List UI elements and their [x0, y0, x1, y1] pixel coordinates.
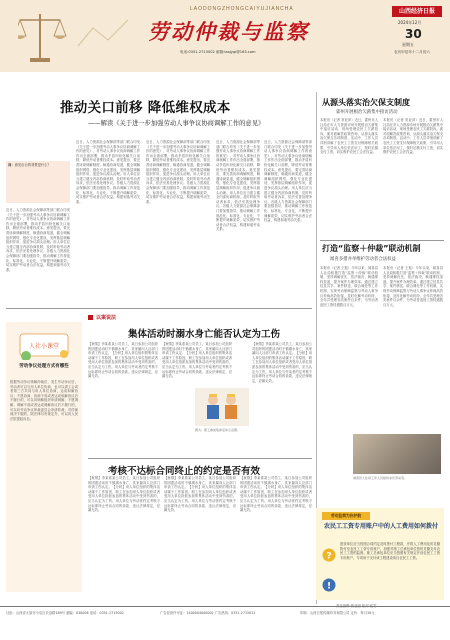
right-article-1-col-1: 本报讯（记者 常亚萍）近日，霍州市人社局在市人力资源市场开展根治欠薪集中接访活动，现场受理农民工欠薪投诉，面对面解答政策咨询，从源头落实治欠保支各项制度。活动中，工作人员详细讲解了农民工工资支付保障相关政策，引导用人单位依法用工，按时足额支付工资，切实维护农民工合法权益。 [320, 118, 378, 155]
masthead [0, 0, 450, 72]
svg-text:!: ! [326, 581, 332, 592]
answer-icon [322, 578, 336, 592]
illustration-caption: 图为：职工参加集体活动示意图。 [195, 428, 241, 432]
news-photo [353, 434, 441, 474]
right-article-2-col-1: 本报讯（记者 王振）今年以来，闻喜县人社局积极打造“监察＋仲裁”联动机制，坚持调解优先、依法裁决，畅通维权渠道，提升案件办理效率。通过建立信息共享、案件移送、联合调处等工作机制，实现劳动保障监察与劳动人事争议仲裁高效衔接，及时化解劳动纠纷，全年共受理各类案件百余件，为劳动者追回工资待遇数百万元。 [320, 266, 378, 307]
right-divider [320, 240, 444, 241]
right-article-1-subtitle: 霍州开展根治欠薪集中接访活动 [336, 110, 398, 115]
tips-heading: 劳动争议处理方式有哪些 [19, 364, 69, 369]
masthead-contact: 电话:0351-2715002 邮箱:laojygi@163.com [180, 50, 256, 54]
right-article-1-col-2: 本报讯（记者 常亚萍）近日，霍州市人社局在市人力资源市场开展根治欠薪集中接访活动，现场受理农民工欠薪投诉，面对面解答政策咨询，从源头落实治欠保支各项制度。活动中，工作人员详细讲解了农民工工资支付保障相关政策，引导用人单位依法用工，按时足额支付工资，切实维护农民工合法权益。 [383, 118, 443, 155]
case-2-title: 考核不达标合同终止的约定是否有效 [108, 466, 261, 477]
masthead-pinyin: LAODONGZHONGCAIYUJIANCHA [190, 6, 294, 12]
section-label: 以案说法 [96, 315, 117, 321]
case-1-col-1: 【案情】李某系某公司员工，某日参加公司组织的团建活动时不慎溺水身亡，其家属向人社部门申请工伤认定。【分析】用人单位组织的集体活动属于工作原因，职工在参加用人单位组织或者受用人单位指派参加的集体活动中受到伤害的，应当认定为工伤。用人单位与劳动者约定考核不达标即终止劳动合同的条款，违反法律规定，应属无效。 [88, 342, 158, 379]
bottom-divider [88, 458, 312, 459]
qa-info-title: 农民工工资专用账户中的人工费用如何拨付 [323, 523, 438, 530]
case-2-col-3: 【案情】李某系某公司员工，某日参加公司组织的团建活动时不慎溺水身亡，其家属向人社部门申请工伤认定。【分析】用人单位组织的集体活动属于工作原因，职工在参加用人单位组织或者受用人单位指派参加的集体活动中受到伤害的，应当认定为工伤。用人单位与劳动者约定考核不达标即终止劳动合同的条款，违反法律规定，应属无效。 [240, 476, 312, 513]
classroom-text: 人社小课堂 [28, 343, 60, 350]
main-article-col-1: 近日，人力资源社会保障部等部门联合印发《关于进一步加强劳动人事争议协商调解工作的意见》，对劳动人事争议协商调解工作作出全面部署，推动矛盾纠纷化解关口前移，降低劳动者维权成本。意见提出，要完善协商调解制度，畅通协商渠道，健全调解组织网络，强化专业化建设，发挥基层调解组织作用，促进争议源头治理。用人单位应当建立健全内部协商机制，及时听取劳动者诉求，依法妥善处理争议。各级人力资源社会保障部门要加强指导，推动调解工作规范化、标准化、专业化，不断提升调解质效，切实维护劳动者合法权益，构建和谐劳动关系。 [6, 208, 70, 272]
qa-info-body: 建设单位应当按照合同约定及时拨付工程款，并将人工费用及时足额拨付至农民工工资专用账户，加强对施工总承包单位按时足额支付农民工工资的监督。施工总承包单位应当按照有关规定开设农民工工资专用账户，专项用于支付该工程建设项目农民工工资。 [340, 542, 440, 560]
issue-weekday: 星期五 [402, 42, 414, 47]
editors-credit: 责任编辑:郭亚丽 校对:崔雪 [336, 604, 377, 608]
main-article-col-5: 近日，人力资源社会保障部等部门联合印发《关于进一步加强劳动人事争议协商调解工作的意见》，对劳动人事争议协商调解工作作出全面部署，推动矛盾纠纷化解关口前移，降低劳动者维权成本。意见提出，要完善协商调解制度，畅通协商渠道，健全调解组织网络，强化专业化建设，发挥基层调解组织作用，促进争议源头治理。用人单位应当建立健全内部协商机制，及时听取劳动者诉求，依法妥善处理争议。各级人力资源社会保障部门要加强指导，推动调解工作规范化、标准化、专业化，不断提升调解质效，切实维护劳动者合法权益，构建和谐劳动关系。 [264, 140, 312, 223]
page-title: 劳动仲裁与监察 [148, 19, 309, 44]
case-2-col-1: 【案情】李某系某公司员工，某日参加公司组织的团建活动时不慎溺水身亡，其家属向人社部门申请工伤认定。【分析】用人单位组织的集体活动属于工作原因，职工在参加用人单位组织或者受用人单位指派参加的集体活动中受到伤害的，应当认定为工伤。用人单位与劳动者约定考核不达标即终止劳动合同的条款，违反法律规定，应属无效。 [88, 476, 160, 513]
qa-question: 意见出台的背景是什么？ [14, 163, 51, 167]
qa-info-tag: 劳动监察为你护航 [322, 512, 370, 520]
right-article-2-col-2: 本报讯（记者 王振）今年以来，闻喜县人社局积极打造“监察＋仲裁”联动机制，坚持调解优先、依法裁决，畅通维权渠道，提升案件办理效率。通过建立信息共享、案件移送、联合调处等工作机制，实现劳动保障监察与劳动人事争议仲裁高效衔接，及时化解劳动纠纷，全年共受理各类案件百余件，为劳动者追回工资待遇数百万元。 [383, 266, 443, 307]
main-article-title: 推动关口前移 降低维权成本 [60, 100, 231, 116]
case-1-title: 集体活动时溺水身亡能否认定为工伤 [128, 329, 281, 340]
right-article-1-title: 从源头落实治欠保支制度 [322, 98, 410, 107]
question-mark-icon [322, 548, 336, 562]
section-divider [6, 308, 312, 309]
lunar-date: 农历甲辰年十二月初六 [394, 50, 430, 54]
footer-printing: 印刷：山西日报传媒印务有限公司 定价：每月30元 [300, 611, 375, 615]
case-1-col-2: 【案情】李某系某公司员工，某日参加公司组织的团建活动时不慎溺水身亡，其家属向人社部门申请工伤认定。【分析】用人单位组织的集体活动属于工作原因，职工在参加用人单位组织或者受用人单位指派参加的集体活动中受到伤害的，应当认定为工伤。用人单位与劳动者约定考核不达标即终止劳动合同的条款，违反法律规定，应属无效。 [162, 342, 232, 379]
page-footer [0, 606, 450, 640]
scales-of-justice-icon [18, 6, 136, 68]
right-article-2-title: 打造“监察＋仲裁”联动机制 [322, 244, 421, 253]
issue-day: 30 [405, 27, 422, 41]
section-marker-icon [88, 315, 93, 320]
qa-callout-text [8, 163, 68, 201]
issue-date: 2024年12月 [398, 20, 422, 25]
qa-label: 问： [8, 163, 15, 167]
footer-advertising: 广告经营许可证：1400004000002 广告热线：0351-2715012 [160, 611, 256, 615]
svg-text:?: ? [326, 551, 332, 562]
workers-illustration [195, 388, 249, 426]
right-article-2-subtitle: 闻喜多措并举维护劳动者合法权益 [330, 257, 396, 262]
footer-address: 社址：山西省太原市小店区长治路189号 邮编：030006 电话：0351-2715002 [6, 611, 124, 615]
case-2-col-2: 【案情】李某系某公司员工，某日参加公司组织的团建活动时不慎溺水身亡，其家属向人社部门申请工伤认定。【分析】用人单位组织的集体活动属于工作原因，职工在参加用人单位组织或者受用人单位指派参加的集体活动中受到伤害的，应当认定为工伤。用人单位与劳动者约定考核不达标即终止劳动合同的条款，违反法律规定，应属无效。 [164, 476, 236, 513]
news-photo-caption: 闻喜县人社局工作人员接待来访劳动者。 [353, 476, 408, 480]
case-1-col-3: 【案情】李某系某公司员工，某日参加公司组织的团建活动时不慎溺水身亡，其家属向人社部门申请工伤认定。【分析】用人单位组织的集体活动属于工作原因，职工在参加用人单位组织或者受用人单位指派参加的集体活动中受到伤害的，应当认定为工伤。用人单位与劳动者约定考核不达标即终止劳动合同的条款，违反法律规定，应属无效。 [252, 342, 312, 383]
main-article-col-4: 近日，人力资源社会保障部等部门联合印发《关于进一步加强劳动人事争议协商调解工作的意见》，对劳动人事争议协商调解工作作出全面部署，推动矛盾纠纷化解关口前移，降低劳动者维权成本。意见提出，要完善协商调解制度，畅通协商渠道，健全调解组织网络，强化专业化建设，发挥基层调解组织作用，促进争议源头治理。用人单位应当建立健全内部协商机制，及时听取劳动者诉求，依法妥善处理争议。各级人力资源社会保障部门要加强指导，推动调解工作规范化、标准化、专业化，不断提升调解质效，切实维护劳动者合法权益，构建和谐劳动关系。 [216, 140, 260, 232]
main-article-col-3: 近日，人力资源社会保障部等部门联合印发《关于进一步加强劳动人事争议协商调解工作的意见》，对劳动人事争议协商调解工作作出全面部署，推动矛盾纠纷化解关口前移，降低劳动者维权成本。意见提出，要完善协商调解制度，畅通协商渠道，健全调解组织网络，强化专业化建设，发挥基层调解组织作用，促进争议源头治理。用人单位应当建立健全内部协商机制，及时听取劳动者诉求，依法妥善处理争议。各级人力资源社会保障部门要加强指导，推动调解工作规范化、标准化、专业化，不断提升调解质效，切实维护劳动者合法权益，构建和谐劳动关系。 [146, 140, 210, 204]
newspaper-logo: 山西经济日报 [392, 6, 442, 17]
classroom-illustration [14, 330, 74, 360]
main-article-col-2: 近日，人力资源社会保障部等部门联合印发《关于进一步加强劳动人事争议协商调解工作的意见》，对劳动人事争议协商调解工作作出全面部署，推动矛盾纠纷化解关口前移，降低劳动者维权成本。意见提出，要完善协商调解制度，畅通协商渠道，健全调解组织网络，强化专业化建设，发挥基层调解组织作用，促进争议源头治理。用人单位应当建立健全内部协商机制，及时听取劳动者诉求，依法妥善处理争议。各级人力资源社会保障部门要加强指导，推动调解工作规范化、标准化、专业化，不断提升调解质效，切实维护劳动者合法权益，构建和谐劳动关系。 [76, 140, 140, 204]
tips-body: 根据劳动争议调解仲裁法，发生劳动争议后，劳动者可以与用人单位协商，也可以请工会或者第三方共同与用人单位协商，达成和解协议；不愿协商、协商不成或者达成和解协议后不履行的，可以向调解组织申请调解；不愿调解、调解不成或者达成调解协议后不履行的，可以向劳动争议仲裁委员会申请仲裁；对仲裁裁决不服的，除法律另有规定外，可以向人民法院提起诉讼。 [10, 380, 78, 421]
main-article-subtitle: ——解读《关于进一步加强劳动人事争议协商调解工作的意见》 [88, 120, 265, 127]
